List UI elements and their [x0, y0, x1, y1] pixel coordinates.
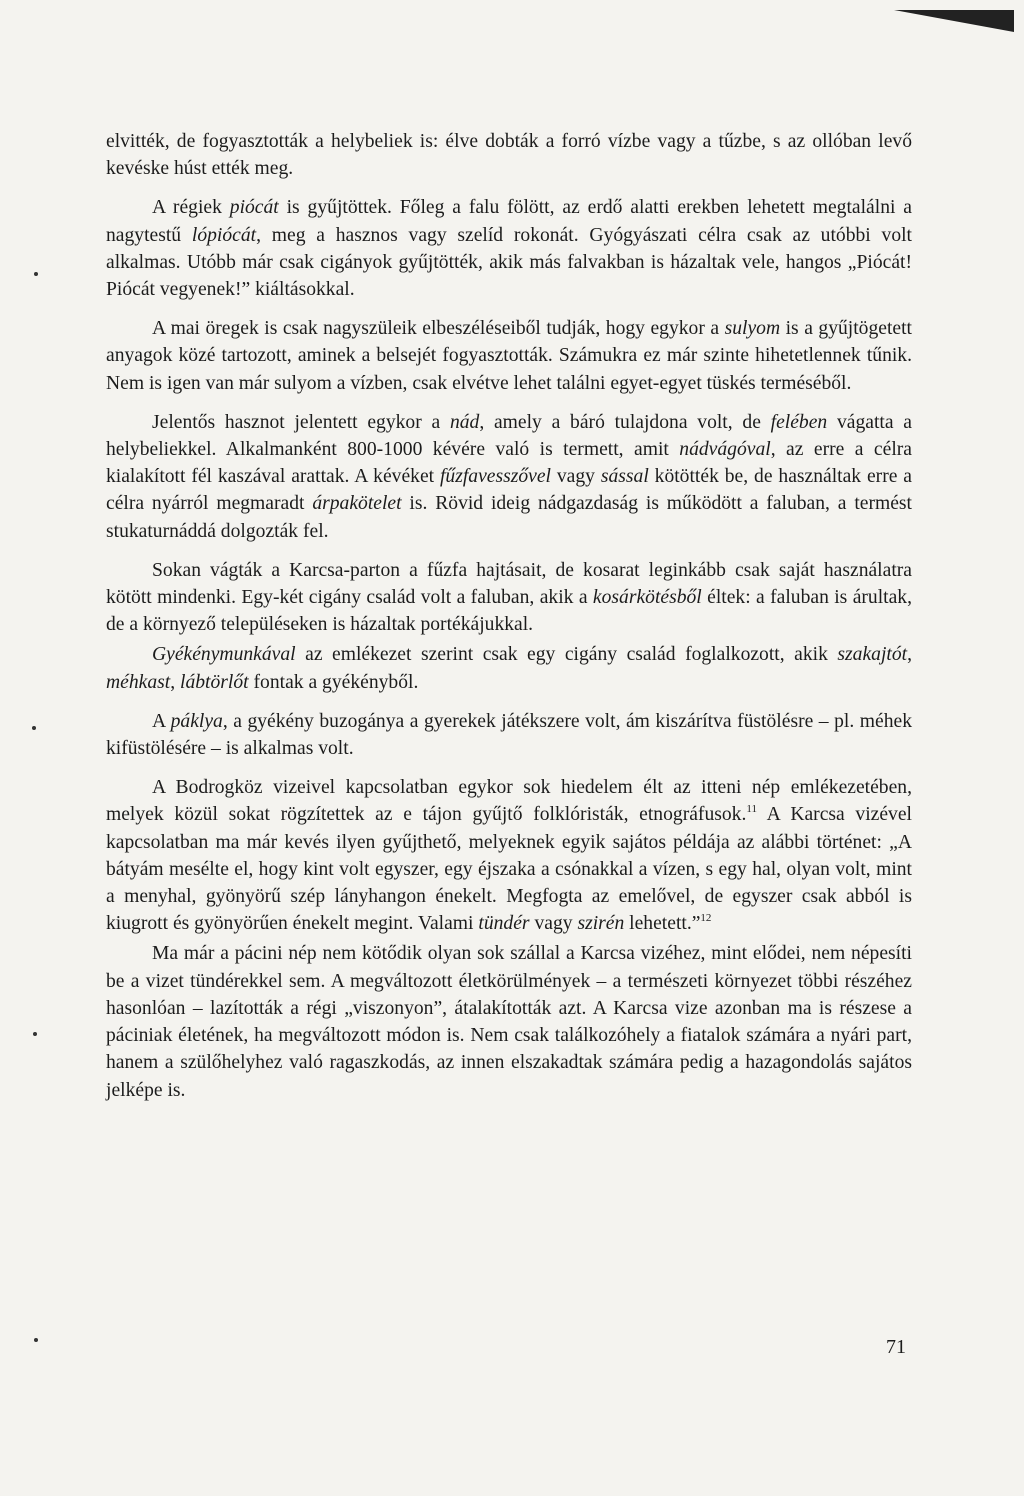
text-run: A Bodrogköz vizeivel kapcsolatban egykor sok hiedelem élt az itteni nép emlékezetében, melyek közül sokat rögzítettek az e tájon gyűjtő folklóristák, etnográfusok. [106, 777, 912, 826]
italic-term: árpakötelet [312, 493, 402, 515]
paragraph [106, 128, 912, 182]
italic-term: sulyom [724, 318, 781, 340]
text-run: , [907, 644, 912, 666]
paragraph [106, 194, 912, 303]
text-run: Jelentős hasznot jelentett egykor a [152, 411, 450, 433]
scan-speck [32, 726, 36, 730]
text-run: A Karcsa vizével kapcsolatban ma már kevés ilyen gyűjthető, melyeknek egyik sajátos példája az alábbi történet: „A bátyám mesélte el, hogy kint volt egyszer, egy éjszaka a csónakkal a vízen, s egy hal, olyan volt, mint a menyhal, gyönyörű szép lányhangon énekelt. Megfogta az emelővel, de egyszer csak abból is kiugrott és gyönyörűen énekelt megint. Valami [106, 804, 912, 935]
italic-term: fűzfavesszővel [439, 466, 551, 488]
paragraph [106, 774, 912, 937]
text-run: A régiek [152, 197, 230, 219]
italic-term: lábtörlőt [180, 671, 249, 693]
paragraph [106, 708, 912, 762]
text-run: is. Rövid ideig nádgazdaság is működött a faluban, a termést stukaturnáddá dolgozták fel. [106, 493, 913, 542]
text-run: , amely a báró tulajdona volt, de [479, 411, 771, 433]
italic-term: felében [770, 411, 828, 433]
scan-speck [34, 1338, 38, 1342]
italic-term: sással [600, 466, 649, 488]
paragraph [106, 557, 912, 639]
text-run: , a gyékény buzogánya a gyerekek játékszere volt, ám kiszárítva füstölésre – pl. méhek kifüstölésére – is alkalmas volt. [106, 710, 912, 760]
italic-term: szakajtót [837, 644, 908, 666]
text-run: is a gyűjtögetett anyagok közé tartozott, aminek a belsejét fogyasztották. Számukra ez már szinte hihetetlennek tűnik. Nem is igen van már sulyom a vízben, csak elvétve lehet találni egyet-egyet tüskés terméséből. [106, 318, 912, 394]
italic-term: nádvágóval [679, 439, 771, 461]
scan-speck [33, 1032, 37, 1036]
text-run: , meg a hasznos vagy szelíd rokonát. Gyógyászati célra csak az utóbbi volt alkalmas. Utóbb már csak cigányok gyűjtötték, akik más falvakban is házaltak vele, hangos „Piócát! Piócát vegyenek!” kiáltásokkal. [106, 224, 912, 301]
text-run: A mai öregek is csak nagyszüleik elbeszéléseiből tudják, hogy egykor a [152, 318, 725, 340]
text-run: vágatta a helybeliekkel. Alkalmanként 800-1000 kévére való is termett, amit [106, 411, 912, 461]
scan-corner-mark [894, 10, 1014, 32]
footnote-ref: 12 [700, 912, 712, 925]
italic-term: tündér [478, 913, 530, 935]
italic-term: lópiócát [191, 224, 257, 246]
text-run: lehetett.” [624, 913, 701, 935]
italic-term: nád [449, 411, 480, 433]
paragraph [106, 940, 912, 1103]
page-number: 71 [886, 1336, 906, 1358]
text-run: Sokan vágták a Karcsa-parton a fűzfa hajtásait, de kosarat leginkább csak saját használatra kötött mindenki. Egy-két cigány család volt a faluban, akik a [106, 559, 912, 609]
footnote-ref: 11 [746, 803, 757, 816]
italic-term: szirén [577, 913, 625, 935]
paragraph [106, 641, 912, 695]
text-run: fontak a gyékényből. [248, 671, 419, 693]
italic-term: méhkast [106, 671, 171, 693]
text-run: A [152, 710, 171, 732]
italic-term: kosárkötésből [592, 587, 702, 609]
text-run: Ma már a pácini nép nem kötődik olyan sok szállal a Karcsa vizéhez, mint elődei, nem népesíti be a vizet tündérekkel sem. A megváltozott életkörülmények – a természeti környezet többi részéhez hasonlóan – lazították a régi „viszonyon”, átalakították azt. A Karcsa vize azonban ma is részese a páciniak életének, ha megváltozott módon is. Nem csak találkozóhely a fiatalok számára a nyári part, hanem a szülőhelyhez való ragaszkodás, az innen elszakadtak számára pedig a hazagondolás sajátos jelképe is. [106, 943, 912, 1101]
paragraph [106, 409, 912, 545]
text-run: kötötték be, de használtak erre a célra nyárról megmaradt [106, 466, 912, 515]
scan-speck [34, 272, 38, 276]
text-run: vagy [529, 913, 578, 935]
body-text [106, 128, 912, 1116]
italic-term: páklya [170, 710, 223, 732]
text-run: éltek: a faluban is árultak, de a környező településeken is házaltak portékájukkal. [106, 587, 912, 636]
text-run: is gyűjtöttek. Főleg a falu fölött, az erdő alatti erekben lehetett megtalálni a nagytestű [106, 197, 912, 246]
paragraph [106, 315, 912, 397]
text-run: , [170, 671, 181, 693]
text-run: , az erre a célra kialakított fél kaszával arattak. A kévéket [106, 439, 912, 488]
text-run: elvitték, de fogyasztották a helybeliek is: élve dobták a forró vízbe vagy a tűzbe, s az ollóban levő kevéske húst ették meg. [106, 131, 912, 180]
text-run: vagy [550, 466, 601, 488]
text-run: az emlékezet szerint csak egy cigány család foglalkozott, akik [295, 644, 838, 666]
italic-term: piócát [229, 197, 279, 219]
italic-term: Gyékénymunkával [152, 644, 296, 666]
